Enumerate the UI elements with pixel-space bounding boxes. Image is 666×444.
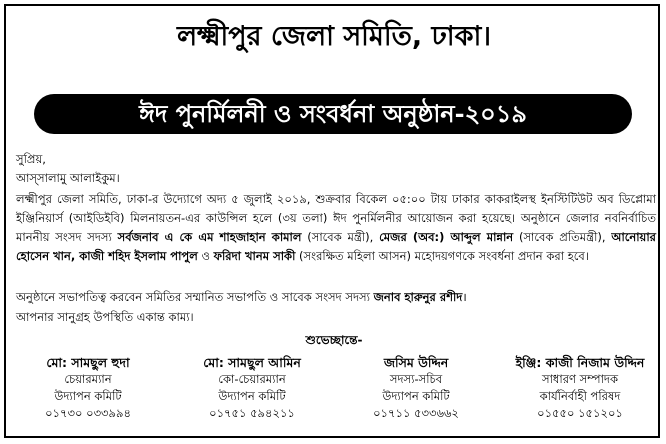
mp-name-3: আনোয়ার হোসেন খান, কাজী শহিদ ইসলাম পাপুল <box>16 230 656 263</box>
signatory-role: সাধারণ সম্পাদক <box>542 372 618 386</box>
mp-role-2: (সাবেক প্রতিমন্ত্রী), <box>518 230 606 244</box>
signatory-committee: উদ্যাপন কমিটি <box>382 389 450 403</box>
signatory-name: মো: সামছুল আমিন <box>203 355 301 370</box>
signatory-name: জসিম উদ্দিন <box>383 355 449 370</box>
signatory-committee: উদ্যাপন কমিটি <box>54 389 122 403</box>
event-banner: ঈদ পুনর্মিলনী ও সংবর্ধনা অনুষ্ঠান-২০১৯ <box>34 94 632 134</box>
salutation: সুপ্রিয়, <box>16 152 46 166</box>
signatory-phone: ০১৭৫১ ৫৯৪২১১ <box>209 406 295 420</box>
signatory-role: কো-চেয়ারম্যান <box>218 372 286 386</box>
signatories <box>6 354 662 422</box>
mp-role-4: (সংরক্ষিত মহিলা আসন) মহোদয়গণকে সংবর্ধনা প্রদান করা হবে। <box>299 249 589 263</box>
notice-frame <box>4 4 660 438</box>
signatory-name: মো: সামছুল হুদা <box>46 355 130 370</box>
signatory-name: ইঞ্জি: কাজী নিজাম উদ্দিন <box>515 355 645 370</box>
signatory-committee: উদ্যাপন কমিটি <box>218 389 286 403</box>
signatory-phone: ০১৫৫০ ১৫১২০১ <box>537 406 623 420</box>
greeting: আস্সালামু আলাইকুম। <box>16 171 120 185</box>
body-text: লক্ষ্মীপুর জেলা সমিতি, ঢাকা-র উদ্যোগে অদ্য ৫ জুলাই ২০১৯, শুক্রবার বিকেল ০৫:০০ টায় ঢাকার কাকরাইলস্থ ইনস্টিটিউট অব ডিপ্লোমা ইঞ্জিনিয়ার্স (আইডিইবি) মিলনায়তন-এর কাউন্সিল হলে (৩য় তলা) ঈদ পুনর্মিলনীর আয়োজন করা হয়েছে। অনুষ্ঠানে জেলার নবনির্বাচিত মাননীয় সংসদ সদস্য <box>16 192 656 244</box>
mp-name-2: মেজর (অব:) আব্দুল মান্নান <box>379 230 514 244</box>
closing-line: আপনার সানুগ্রহ উপস্থিতি একান্ত কাম্য। <box>16 310 194 324</box>
signatory-role: সদস্য-সচিব <box>389 372 443 386</box>
signatory <box>498 354 662 422</box>
signatory-phone: ০১৭১১ ৫৩৩৬৬২ <box>373 406 459 420</box>
signatory-phone: ০১৭৩০ ০৩৩৯৯৪ <box>45 406 131 420</box>
signatory-committee: কার্যনির্বাহী পরিষদ <box>539 389 621 403</box>
mp-role-1: (সাবেক মন্ত্রী), <box>307 230 374 244</box>
signatory <box>170 354 334 422</box>
mp-name-1: সর্বজনাব এ কে এম শাহজাহান কামাল <box>117 230 302 244</box>
signature-heading: শুভেচ্ছান্তে- <box>305 333 363 347</box>
signatory-role: চেয়ারম্যান <box>64 372 112 386</box>
invitation-body <box>16 190 656 266</box>
mp-name-4: ফরিদা খানম সাকী <box>213 249 296 263</box>
signatory <box>334 354 498 422</box>
signatory <box>6 354 170 422</box>
mp-joiner: ও <box>201 249 210 263</box>
presidency-line <box>16 288 656 307</box>
presidency-end: । <box>462 290 467 304</box>
president-name: জনাব হারুনুর রশীদ <box>373 290 463 304</box>
presidency-text: অনুষ্ঠানে সভাপতিত্ব করবেন সমিতির সম্মানিত সভাপতি ও সাবেক সংসদ সদস্য <box>16 290 370 304</box>
organization-title: লক্ষ্মীপুর জেলা সমিতি, ঢাকা। <box>176 21 491 52</box>
